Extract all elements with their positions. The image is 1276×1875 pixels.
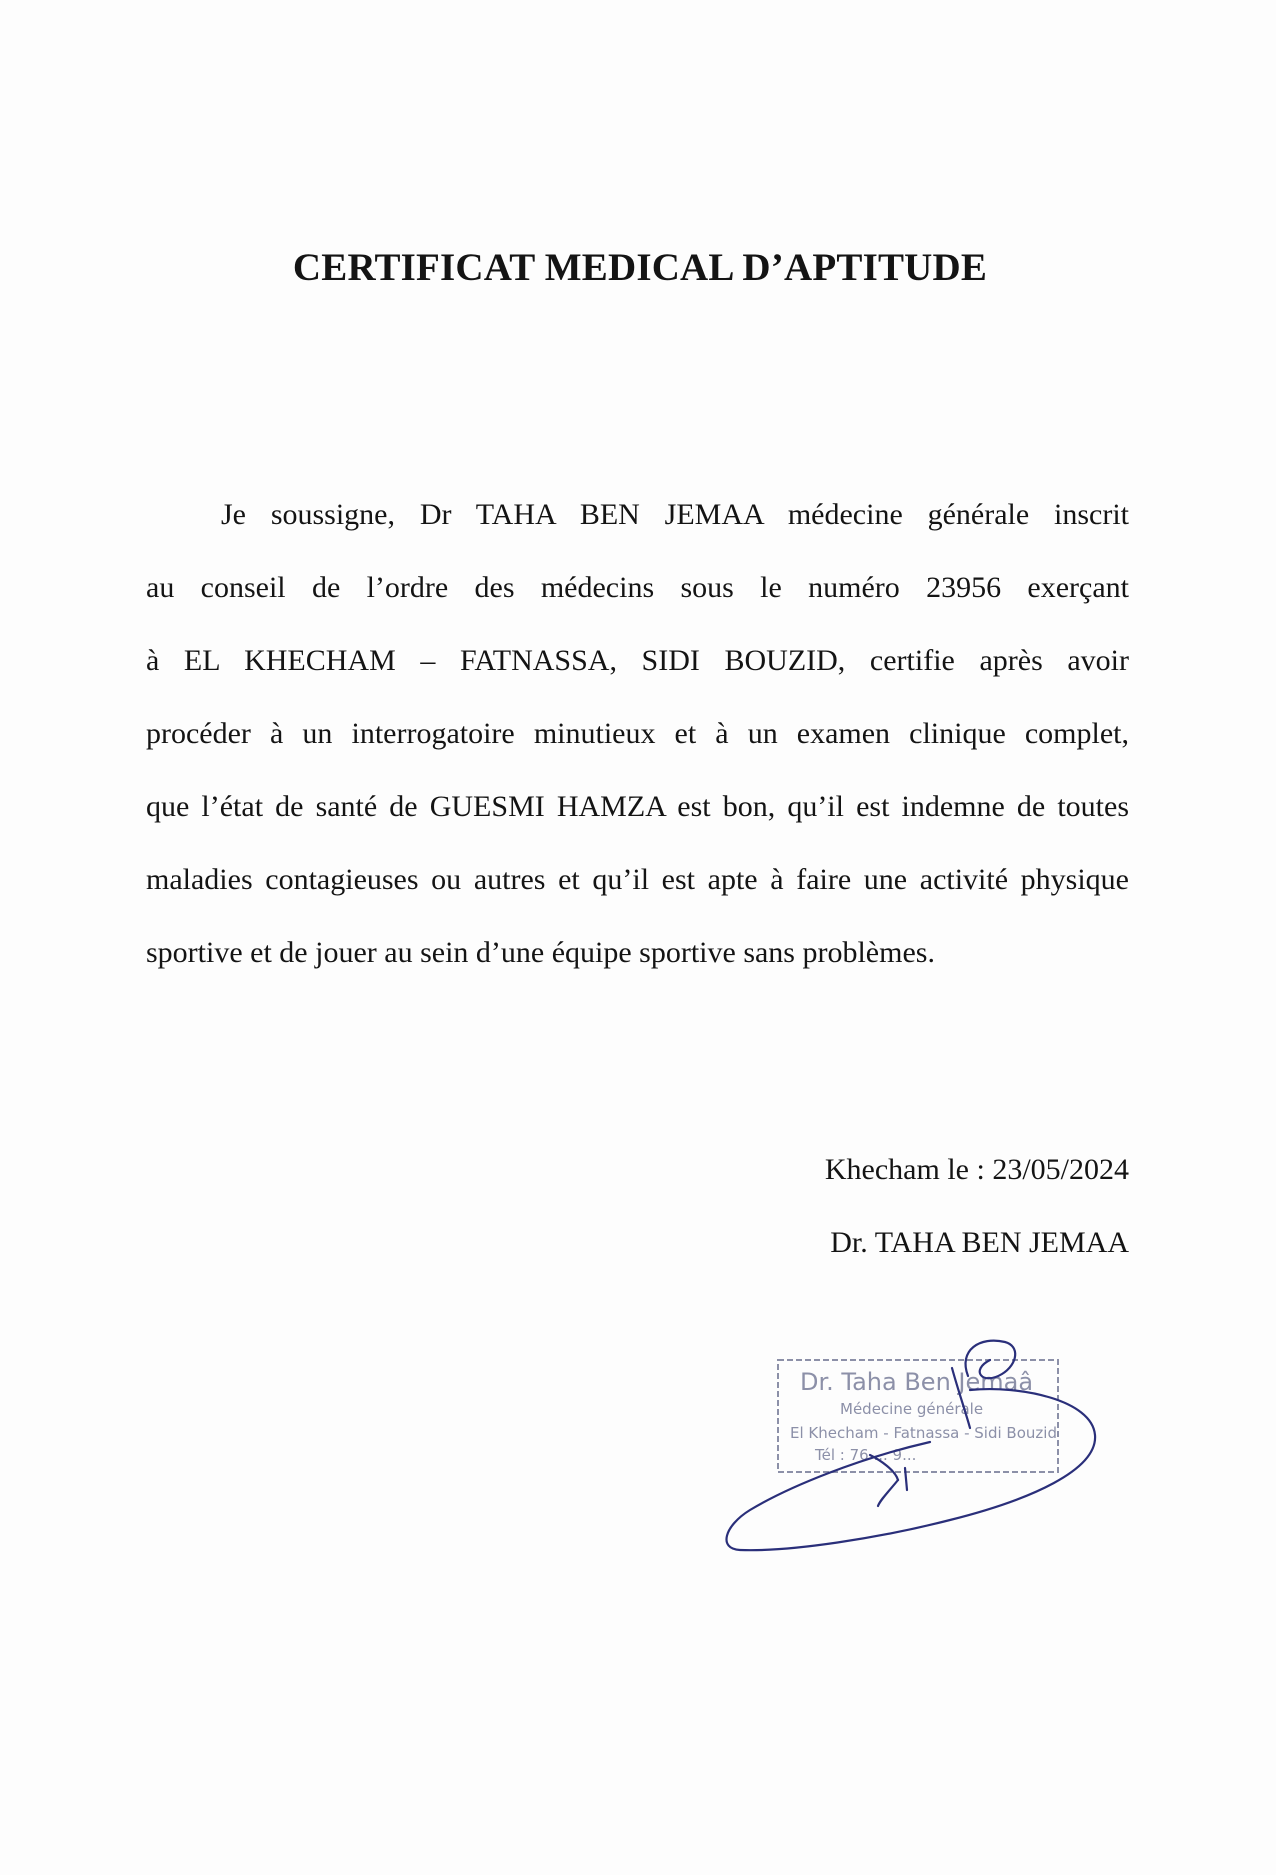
document-title: CERTIFICAT MEDICAL D’APTITUDE xyxy=(292,246,988,289)
body-line-4: procéder à un interrogatoire minutieux et à un examen clinique complet, xyxy=(146,717,1129,750)
body-line-7: sportive et de jouer au sein d’une équipe sportive sans problèmes. xyxy=(146,936,935,969)
place-and-date: Khecham le : 23/05/2024 xyxy=(824,1153,1129,1186)
body-line-6: maladies contagieuses ou autres et qu’il est apte à faire une activité physique xyxy=(146,863,1129,896)
body-line-2: au conseil de l’ordre des médecins sous le numéro 23956 exerçant xyxy=(146,571,1129,604)
stamp-line-1: Dr. Taha Ben Jemaâ xyxy=(800,1368,1034,1396)
doctor-stamp-and-signature xyxy=(720,1330,1100,1565)
body-line-3: à EL KHECHAM – FATNASSA, SIDI BOUZID, certifie après avoir xyxy=(146,644,1129,677)
body-line-5: que l’état de santé de GUESMI HAMZA est bon, qu’il est indemne de toutes xyxy=(146,790,1129,823)
stamp-line-3: El Khecham - Fatnassa - Sidi Bouzid xyxy=(790,1424,1057,1442)
body-line-1: Je soussigne, Dr TAHA BEN JEMAA médecine générale inscrit xyxy=(221,498,1129,531)
stamp-line-2: Médecine générale xyxy=(840,1400,984,1418)
stamp-line-4: Tél : 76 ... 9... xyxy=(815,1446,917,1464)
signer-name: Dr. TAHA BEN JEMAA xyxy=(830,1226,1129,1259)
